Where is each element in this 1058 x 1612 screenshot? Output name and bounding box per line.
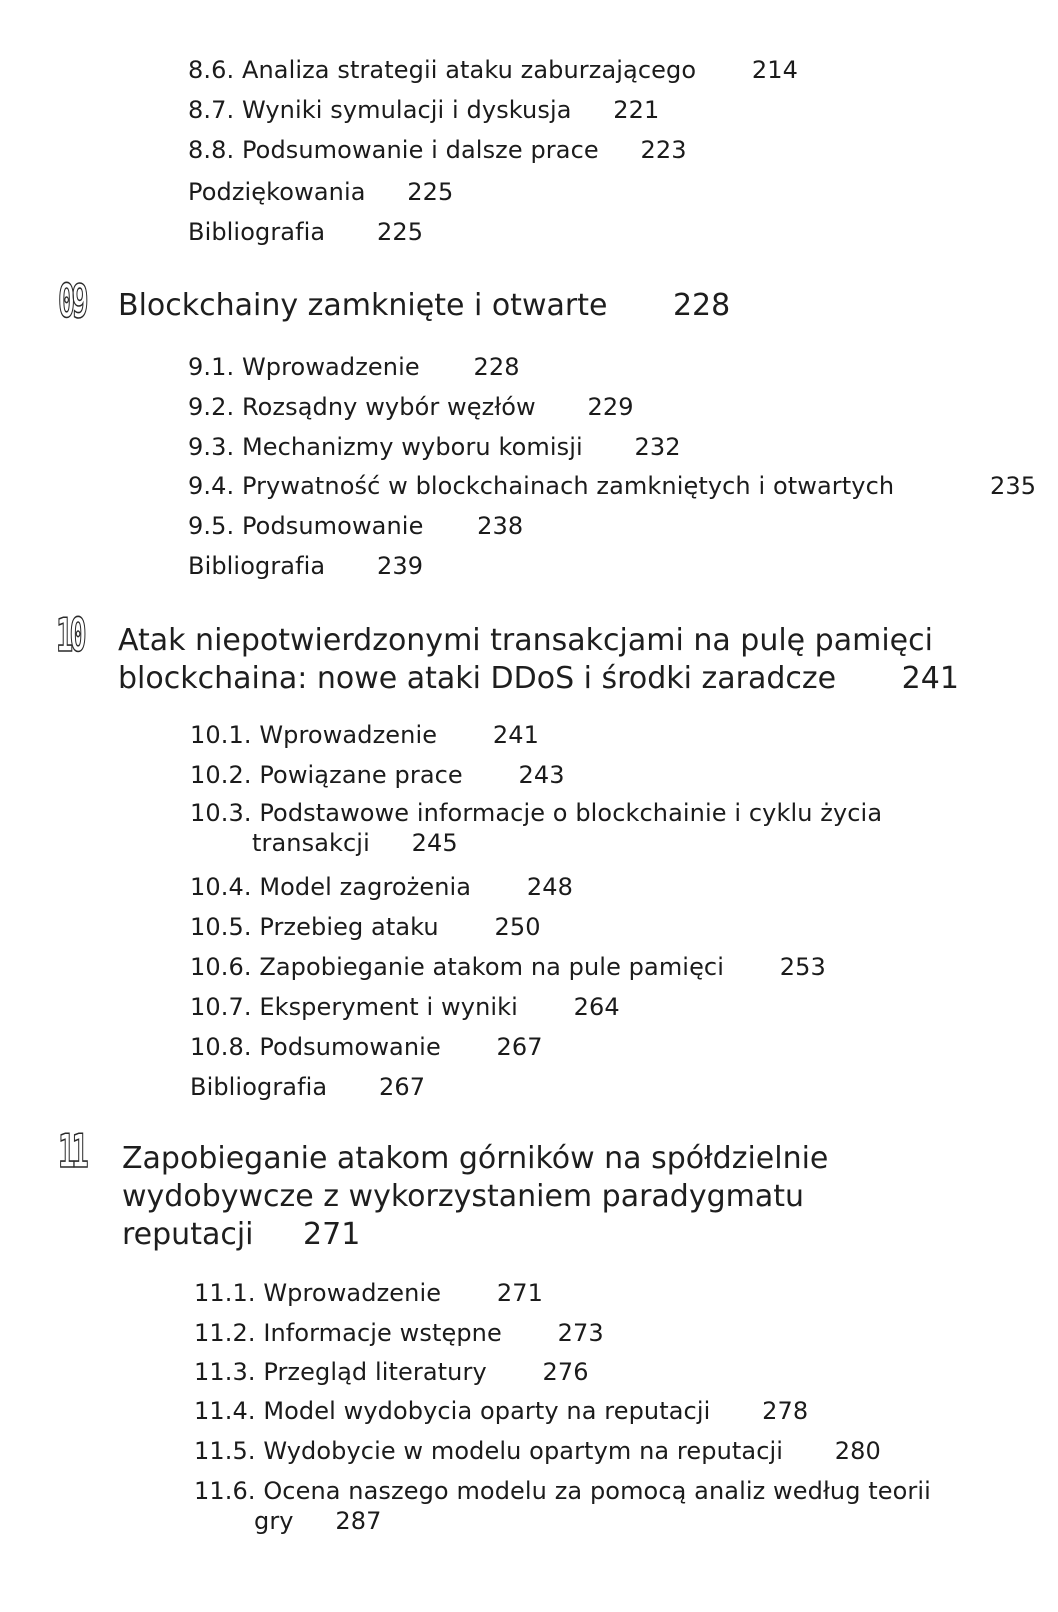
entry-title: Model zagrożenia (259, 873, 472, 901)
entry-title: Mechanizmy wyboru komisji (241, 433, 583, 461)
entry-title: Bibliografia (188, 552, 326, 580)
toc-entry-8-6 (188, 55, 798, 85)
entry-page: 248 (526, 873, 573, 901)
entry-title: Prywatność w blockchainach zamkniętych i otwartych (241, 472, 895, 500)
entry-page: 250 (494, 913, 541, 941)
entry-page: 253 (779, 953, 826, 981)
entry-title: Rozsądny wybór węzłów (241, 393, 536, 421)
entry-number: 10.1. (190, 721, 252, 749)
chapter-title-line-3: reputacji (122, 1217, 254, 1252)
entry-title: Podziękowania (188, 178, 366, 206)
entry-title: Zapobieganie atakom na pule pamięci (259, 953, 724, 981)
entry-number: 11.1. (194, 1279, 256, 1307)
entry-number: 9.3. (188, 433, 235, 461)
entry-title: Wprowadzenie (259, 721, 438, 749)
entry-title: Podsumowanie (259, 1033, 441, 1061)
entry-title: Model wydobycia oparty na reputacji (263, 1397, 711, 1425)
entry-number: 11.6. (194, 1477, 256, 1505)
entry-title-line-1: Podstawowe informacje o blockchainie i cyklu życia (259, 799, 883, 827)
chapter-11-heading (122, 1140, 828, 1254)
entry-number: 10.8. (190, 1033, 252, 1061)
entry-page: 264 (573, 993, 620, 1021)
entry-page: 276 (542, 1358, 589, 1386)
entry-title: Eksperyment i wyniki (259, 993, 518, 1021)
entry-title: Informacje wstępne (263, 1319, 502, 1347)
chapter-11-number: 11 (58, 1124, 85, 1178)
toc-entry-9-5 (188, 511, 523, 541)
entry-number: 9.4. (188, 472, 235, 500)
entry-number: 9.2. (188, 393, 235, 421)
toc-entry-10-6 (190, 952, 826, 982)
entry-number: 10.4. (190, 873, 252, 901)
entry-page: 239 (376, 552, 424, 580)
entry-page: 223 (640, 136, 687, 164)
entry-title: Podsumowanie (241, 512, 424, 540)
toc-entry-11-4 (194, 1396, 808, 1426)
toc-entry-10-5 (190, 912, 541, 942)
entry-page: 214 (751, 56, 798, 84)
toc-entry-acknowledgements (188, 177, 453, 207)
entry-title: Wprowadzenie (263, 1279, 442, 1307)
chapter-9-number: 09 (58, 274, 85, 328)
entry-title: Analiza strategii ataku zaburzającego (241, 56, 697, 84)
entry-page: 241 (492, 721, 539, 749)
entry-page: 229 (587, 393, 634, 421)
entry-page: 280 (834, 1437, 881, 1465)
entry-number: 11.2. (194, 1319, 256, 1347)
entry-title: Wyniki symulacji i dyskusja (241, 96, 572, 124)
entry-page: 232 (634, 433, 681, 461)
entry-title: Bibliografia (188, 218, 326, 246)
toc-entry-bibliography-10 (190, 1072, 425, 1102)
entry-number: 9.5. (188, 512, 235, 540)
entry-number: 8.8. (188, 136, 235, 164)
entry-page: 271 (496, 1279, 543, 1307)
toc-entry-10-1 (190, 720, 539, 750)
toc-entry-11-1 (194, 1278, 543, 1308)
entry-page: 225 (407, 178, 454, 206)
entry-page: 221 (613, 96, 660, 124)
chapter-title-line-2: blockchaina: nowe ataki DDoS i środki zaradcze (118, 661, 837, 696)
toc-entry-11-5 (194, 1436, 881, 1466)
entry-title-line-2: gry (254, 1507, 294, 1535)
entry-page: 225 (376, 218, 424, 246)
entry-page: 245 (411, 829, 458, 857)
toc-entry-bibliography-9 (188, 551, 423, 581)
entry-title: Przebieg ataku (259, 913, 439, 941)
entry-number: 10.6. (190, 953, 252, 981)
entry-page: 267 (378, 1073, 426, 1101)
entry-page: 267 (496, 1033, 543, 1061)
entry-number: 8.6. (188, 56, 235, 84)
toc-entry-8-8 (188, 135, 687, 165)
entry-page: 278 (762, 1397, 809, 1425)
entry-title: Podsumowanie i dalsze prace (241, 136, 599, 164)
entry-title: Przegląd literatury (263, 1358, 487, 1386)
entry-number: 11.4. (194, 1397, 256, 1425)
entry-title: Powiązane prace (259, 761, 463, 789)
toc-entry-11-2 (194, 1318, 604, 1348)
toc-entry-10-7 (190, 992, 620, 1022)
entry-number: 10.5. (190, 913, 252, 941)
entry-number: 10.2. (190, 761, 252, 789)
toc-entry-9-2 (188, 392, 634, 422)
toc-entry-9-1 (188, 352, 520, 382)
toc-entry-10-2 (190, 760, 565, 790)
chapter-title-line-1: Zapobieganie atakom górników na spółdzielnie (122, 1141, 829, 1176)
toc-entry-bibliography-8 (188, 217, 423, 247)
toc-entry-11-6 (194, 1476, 931, 1536)
entry-title: Wydobycie w modelu opartym na reputacji (263, 1437, 784, 1465)
toc-entry-9-4-page: 235 (990, 472, 1037, 500)
entry-page: 238 (477, 512, 524, 540)
chapter-title: Blockchainy zamknięte i otwarte (118, 288, 608, 323)
entry-number: 11.3. (194, 1358, 256, 1386)
entry-page: 228 (473, 353, 520, 381)
toc-entry-11-3 (194, 1357, 589, 1387)
chapter-10-heading (118, 622, 959, 698)
chapter-page: 271 (303, 1217, 361, 1252)
entry-number: 9.1. (188, 353, 235, 381)
chapter-title-line-1: Atak niepotwierdzonymi transakcjami na pulę pamięci (118, 623, 933, 658)
entry-title: Wprowadzenie (241, 353, 420, 381)
chapter-page: 241 (901, 661, 959, 696)
entry-title-line-1: Ocena naszego modelu za pomocą analiz według teorii (263, 1477, 931, 1505)
toc-entry-9-4 (188, 471, 894, 501)
entry-title: Bibliografia (190, 1073, 328, 1101)
chapter-9-heading (118, 287, 730, 325)
entry-number: 10.7. (190, 993, 252, 1021)
entry-page: 273 (557, 1319, 604, 1347)
toc-entry-10-3 (190, 798, 882, 858)
toc-entry-9-3 (188, 432, 681, 462)
chapter-10-number: 10 (56, 608, 83, 662)
entry-number: 8.7. (188, 96, 235, 124)
entry-page: 243 (518, 761, 565, 789)
toc-entry-10-4 (190, 872, 573, 902)
toc-entry-10-8 (190, 1032, 543, 1062)
entry-page: 287 (335, 1507, 382, 1535)
entry-number: 11.5. (194, 1437, 256, 1465)
entry-title-line-2: transakcji (252, 829, 370, 857)
chapter-page: 228 (672, 288, 731, 323)
entry-number: 10.3. (190, 799, 252, 827)
toc-entry-8-7 (188, 95, 659, 125)
chapter-title-line-2: wydobywcze z wykorzystaniem paradygmatu (122, 1179, 805, 1214)
